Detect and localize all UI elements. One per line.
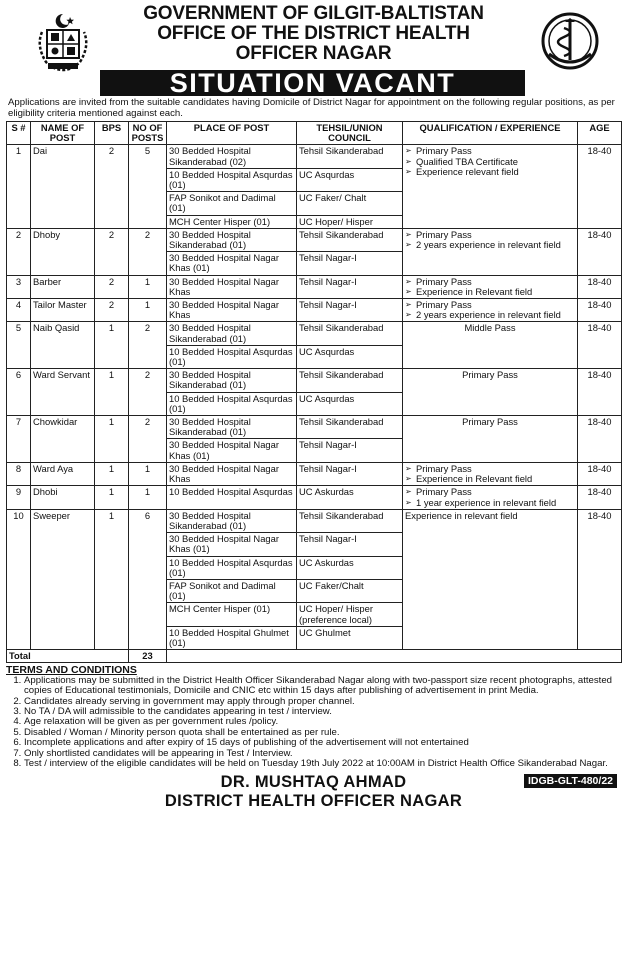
terms-item: 8. Test / interview of the eligible candidates will be held on Tuesday 19th July 2022 at 10:00AM in District Health Office Sikanderabad Nagar. [24,759,621,769]
row-posts: 1 [129,275,167,298]
row-place: 30 Bedded Hospital Nagar Khas [167,275,297,298]
row-qualification [403,509,578,649]
col-header-posts: NO OF POSTS [129,122,167,145]
row-bps: 1 [95,416,129,463]
row-posts: 2 [129,228,167,275]
row-bps: 2 [95,145,129,228]
row-place: 30 Bedded Hospital Sikanderabad (01) [167,369,297,392]
terms-item: 5. Disabled / Woman / Minority person quota shall be entertained as per rule. [24,728,621,738]
total-filler [167,650,622,663]
row-place: FAP Sonikot and Dadimal (01) [167,579,297,602]
qualification-item: ➢ Primary Pass [405,300,575,310]
row-qualification [403,322,578,369]
terms-item: 6. Incomplete applications and after expiry of 15 days of publishing of the advertisement will not entertained [24,738,621,748]
table-row [7,145,622,168]
row-post-name: Dhobi [31,486,95,509]
row-tehsil: UC Ghulmet [297,626,403,649]
row-age: 18-40 [578,369,622,416]
row-age: 18-40 [578,509,622,649]
row-posts: 2 [129,369,167,416]
qualification-item: Middle Pass [464,322,516,334]
row-qualification [403,228,578,275]
row-qualification [403,145,578,228]
qualification-item: ➢ 1 year experience in relevant field [405,498,575,508]
row-tehsil: UC Faker/ Chalt [297,192,403,215]
table-header-row [7,122,622,145]
row-post-name: Barber [31,275,95,298]
vacancy-table [6,121,622,663]
row-age: 18-40 [578,228,622,275]
row-tehsil: UC Asqurdas [297,392,403,415]
row-sno: 1 [7,145,31,228]
row-sno: 8 [7,462,31,485]
qualification-item: ➢ Qualified TBA Certificate [405,157,575,167]
row-sno: 5 [7,322,31,369]
terms-item: 3. No TA / DA will admissible to the candidates appearing in test / interview. [24,707,621,717]
terms-item: 2. Candidates already serving in government may apply through proper channel. [24,697,621,707]
col-header-age: AGE [578,122,622,145]
row-tehsil: Tehsil Sikanderabad [297,228,403,251]
qualification-item: ➢ Primary Pass [405,464,575,474]
table-row [7,416,622,439]
row-tehsil: Tehsil Nagar-I [297,299,403,322]
row-post-name: Ward Aya [31,462,95,485]
qualification-item: ➢ Primary Pass [405,230,575,240]
table-row [7,509,622,532]
terms-section [6,665,621,769]
row-place: 10 Bedded Hospital Asqurdas (01) [167,345,297,368]
table-row [7,486,622,509]
row-place: 10 Bedded Hospital Asqurdas [167,486,297,509]
row-age: 18-40 [578,299,622,322]
row-place: 10 Bedded Hospital Asqurdas (01) [167,392,297,415]
row-tehsil: Tehsil Nagar-I [297,533,403,556]
row-qualification [403,462,578,485]
row-qualification [403,416,578,463]
terms-item: 1. Applications may be submitted in the District Health Officer Sikanderabad Nagar along with two-passport size recent photographs, attested copies of Educational testimonials, Domicile and CNIC etc within 15 days after publishing of advertisement in print Media. [24,676,621,697]
row-age: 18-40 [578,416,622,463]
row-tehsil: Tehsil Sikanderabad [297,145,403,168]
row-bps: 2 [95,299,129,322]
row-posts: 6 [129,509,167,649]
col-header-place: PLACE OF POST [167,122,297,145]
row-place: FAP Sonikot and Dadimal (01) [167,192,297,215]
row-age: 18-40 [578,322,622,369]
table-row [7,462,622,485]
row-sno: 10 [7,509,31,649]
signature-block [6,773,621,811]
row-tehsil: UC Askurdas [297,486,403,509]
row-sno: 6 [7,369,31,416]
row-sno: 3 [7,275,31,298]
row-post-name: Ward Servant [31,369,95,416]
terms-title: TERMS AND CONDITIONS [6,664,137,677]
row-tehsil: Tehsil Nagar-I [297,462,403,485]
row-sno: 9 [7,486,31,509]
row-tehsil: Tehsil Sikanderabad [297,416,403,439]
row-qualification [403,299,578,322]
row-tehsil: Tehsil Sikanderabad [297,322,403,345]
row-qualification [403,369,578,416]
table-row [7,369,622,392]
qualification-item: ➢ Primary Pass [405,277,575,287]
row-posts: 2 [129,416,167,463]
row-place: 30 Bedded Hospital Sikanderabad (01) [167,228,297,251]
terms-item: 4. Age relaxation will be given as per government rules /policy. [24,717,621,727]
total-row [7,650,622,663]
row-bps: 1 [95,369,129,416]
col-header-qualification: QUALIFICATION / EXPERIENCE [403,122,578,145]
row-bps: 1 [95,322,129,369]
qualification-item: ➢ Primary Pass [405,487,575,497]
header-line-2: OFFICE OF THE DISTRICT HEALTH [157,23,470,44]
row-place: 30 Bedded Hospital Sikanderabad (01) [167,509,297,532]
officer-title: DISTRICT HEALTH OFFICER NAGAR [164,792,463,811]
row-sno: 2 [7,228,31,275]
row-age: 18-40 [578,462,622,485]
qualification-item: Primary Pass [462,369,518,381]
table-row [7,299,622,322]
row-bps: 2 [95,228,129,275]
header-line-3: OFFICER NAGAR [235,43,392,64]
qualification-item: Primary Pass [462,416,518,428]
total-value: 23 [129,650,167,663]
row-post-name: Dai [31,145,95,228]
row-place: 30 Bedded Hospital Nagar Khas [167,462,297,485]
table-row [7,228,622,251]
qualification-item: ➢ Experience in Relevant field [405,474,575,484]
row-tehsil: Tehsil Sikanderabad [297,369,403,392]
row-posts: 2 [129,322,167,369]
gilgit-baltistan-emblem-icon [28,8,98,78]
row-place: 10 Bedded Hospital Asqurdas (01) [167,168,297,191]
header-line-1: GOVERNMENT OF GILGIT-BALTISTAN [143,3,484,24]
health-department-emblem-icon [535,6,605,76]
row-tehsil: UC Faker/Chalt [297,579,403,602]
row-age: 18-40 [578,275,622,298]
row-place: 30 Bedded Hospital Nagar Khas (01) [167,439,297,462]
row-tehsil: UC Asqurdas [297,168,403,191]
row-tehsil: UC Asqurdas [297,345,403,368]
intro-paragraph: Applications are invited from the suitable candidates having Domicile of District Nagar for appointment on the following regular positions, as per eligibility criteria mentioned against each. [8,97,615,119]
row-qualification [403,275,578,298]
row-place: 30 Bedded Hospital Sikanderabad (02) [167,145,297,168]
row-posts: 1 [129,299,167,322]
row-place: 30 Bedded Hospital Nagar Khas (01) [167,252,297,275]
qualification-item: ➢ Experience in Relevant field [405,287,575,297]
col-header-tehsil: TEHSIL/UNION COUNCIL [297,122,403,145]
qualification-item: ➢ 2 years experience in relevant field [405,240,575,250]
row-sno: 7 [7,416,31,463]
row-tehsil: Tehsil Nagar-I [297,275,403,298]
row-bps: 1 [95,462,129,485]
row-posts: 1 [129,486,167,509]
row-posts: 5 [129,145,167,228]
row-qualification [403,486,578,509]
total-label: Total [7,650,129,663]
col-header-bps: BPS [95,122,129,145]
col-header-sno: S # [7,122,31,145]
situation-vacant-banner: SITUATION VACANT [100,70,525,96]
row-place: MCH Center Hisper (01) [167,215,297,228]
row-bps: 1 [95,486,129,509]
row-age: 18-40 [578,486,622,509]
qualification-item: ➢ Experience relevant field [405,167,575,177]
row-post-name: Dhoby [31,228,95,275]
row-place: 30 Bedded Hospital Sikanderabad (01) [167,322,297,345]
qualification-item: ➢ 2 years experience in relevant field [405,310,575,320]
row-tehsil: UC Askurdas [297,556,403,579]
row-bps: 2 [95,275,129,298]
row-place: 10 Bedded Hospital Asqurdas (01) [167,556,297,579]
row-age: 18-40 [578,145,622,228]
row-tehsil: Tehsil Sikanderabad [297,509,403,532]
row-post-name: Chowkidar [31,416,95,463]
officer-name: DR. MUSHTAQ AHMAD [220,773,407,792]
terms-list [6,676,621,770]
row-sno: 4 [7,299,31,322]
row-bps: 1 [95,509,129,649]
table-row [7,322,622,345]
row-post-name: Sweeper [31,509,95,649]
reference-number: IDGB-GLT-480/22 [524,774,617,788]
row-place: 30 Bedded Hospital Nagar Khas [167,299,297,322]
qualification-item: Experience in relevant field [405,509,518,521]
row-post-name: Tailor Master [31,299,95,322]
row-place: MCH Center Hisper (01) [167,603,297,626]
col-header-name: NAME OF POST [31,122,95,145]
table-row [7,275,622,298]
header [6,4,621,68]
row-place: 30 Bedded Hospital Sikanderabad (01) [167,416,297,439]
row-place: 30 Bedded Hospital Nagar Khas (01) [167,533,297,556]
row-tehsil: Tehsil Nagar-I [297,252,403,275]
row-place: 10 Bedded Hospital Ghulmet (01) [167,626,297,649]
row-tehsil: UC Hoper/ Hisper [297,215,403,228]
row-post-name: Naib Qasid [31,322,95,369]
row-tehsil: Tehsil Nagar-I [297,439,403,462]
row-posts: 1 [129,462,167,485]
terms-item: 7. Only shortlisted candidates will be appearing in Test / Interview. [24,749,621,759]
qualification-item: ➢ Primary Pass [405,146,575,156]
row-tehsil: UC Hoper/ Hisper (preference local) [297,603,403,626]
